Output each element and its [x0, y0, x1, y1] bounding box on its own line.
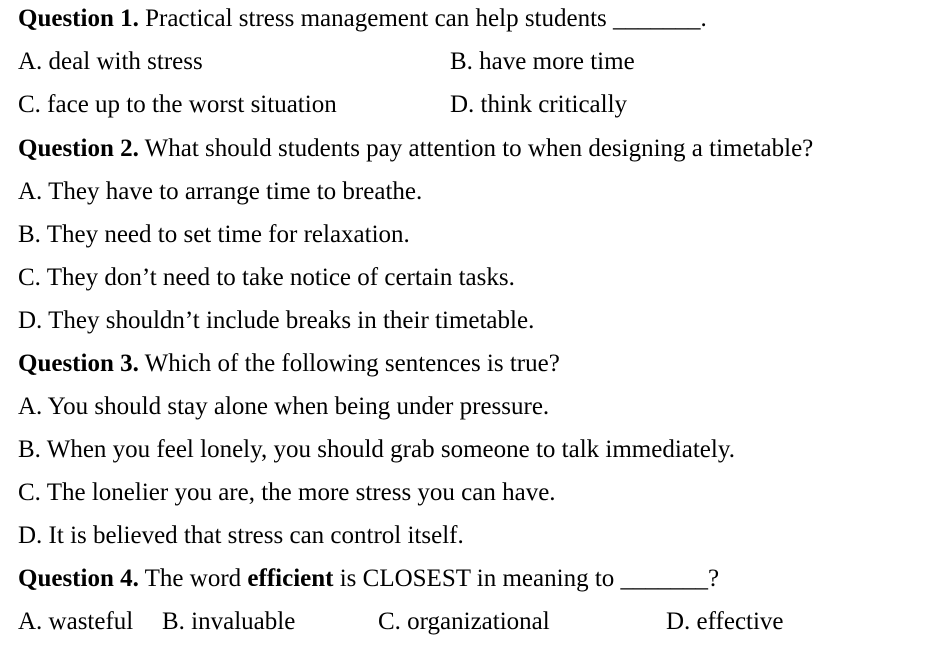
- question-1-number: Question 1.: [18, 5, 139, 32]
- question-2-option-d: D. They shouldn’t include breaks in their timetable.: [18, 307, 535, 334]
- question-4-text-pre: The word: [138, 565, 248, 592]
- question-4-keyword: efficient: [247, 565, 334, 592]
- question-1-stem: [18, 4, 707, 34]
- question-3-stem: [18, 349, 560, 379]
- question-4-option-b: B. invaluable: [162, 608, 296, 635]
- question-2-option-c: C. They don’t need to take notice of certain tasks.: [18, 264, 515, 291]
- question-1-option-a: A. deal with stress: [18, 48, 203, 75]
- question-3-text: Which of the following sentences is true?: [138, 350, 560, 377]
- question-4-option-c: C. organizational: [378, 608, 550, 635]
- question-2-stem: [18, 134, 813, 164]
- question-3-option-c: C. The lonelier you are, the more stress you can have.: [18, 479, 556, 506]
- question-3-option-a: A. You should stay alone when being under pressure.: [18, 393, 550, 420]
- question-4-stem: [18, 564, 719, 594]
- question-3-option-b: B. When you feel lonely, you should grab someone to talk immediately.: [18, 436, 735, 463]
- question-3-option-d: D. It is believed that stress can control itself.: [18, 522, 464, 549]
- question-4-option-a: A. wasteful: [18, 608, 134, 635]
- question-4-text-post: is CLOSEST in meaning to _______?: [333, 565, 720, 592]
- question-2-option-b: B. They need to set time for relaxation.: [18, 221, 410, 248]
- question-4-option-d: D. effective: [666, 608, 784, 635]
- question-1-option-b: B. have more time: [450, 48, 635, 75]
- question-2-number: Question 2.: [18, 135, 139, 162]
- question-2-option-a: A. They have to arrange time to breathe.: [18, 178, 423, 205]
- question-1-option-c: C. face up to the worst situation: [18, 91, 337, 118]
- question-2-text: What should students pay attention to when designing a timetable?: [138, 135, 814, 162]
- question-3-number: Question 3.: [18, 350, 139, 377]
- question-4-number: Question 4.: [18, 565, 139, 592]
- question-1-option-d: D. think critically: [450, 91, 628, 118]
- question-1-text: Practical stress management can help students _______.: [138, 5, 707, 32]
